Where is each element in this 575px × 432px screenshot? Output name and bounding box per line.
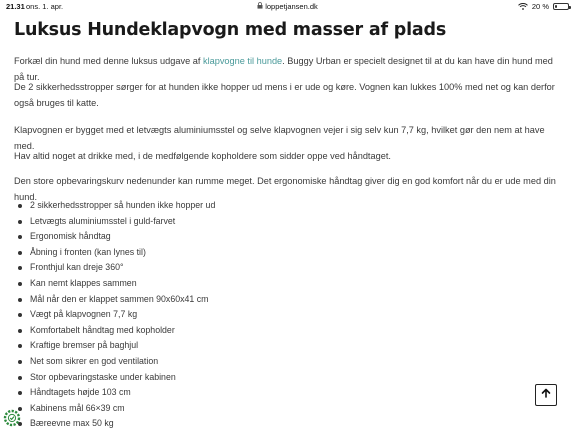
feature-item: Letvægts aluminiumsstel i guld-farvet — [30, 214, 215, 230]
dog-stroller-link[interactable]: klapvogne til hunde — [202, 56, 283, 66]
feature-item: Stor opbevaringstaske under kabinen — [30, 370, 215, 386]
feature-item: Kraftige bremser på baghjul — [30, 338, 215, 354]
feature-item: 2 sikkerhedsstropper så hunden ikke hopper ud — [30, 198, 215, 214]
feature-item: Ergonomisk håndtag — [30, 229, 215, 245]
status-indicators — [518, 2, 569, 11]
feature-item: Bæreevne max 50 kg — [30, 416, 215, 432]
status-time: 21.31 — [6, 2, 25, 11]
battery-percent: 20 % — [531, 2, 549, 11]
cupholder-paragraph: Hav altid noget at drikke med, i de medfølgende kopholdere som sidder oppe ved håndtaget. — [14, 151, 391, 161]
feature-list — [14, 198, 215, 432]
intro-text-end: . Buggy Urban er specielt designet til at du kan have din hund med på tur. — [14, 56, 553, 82]
storage-paragraph: Den store opbevaringskurv nedenunder kan rumme meget. Det ergonomiske håndtag giver dig en god komfort når du er ude med din hund. — [14, 176, 556, 202]
status-bar — [0, 0, 575, 14]
article — [14, 20, 562, 429]
address-bar[interactable] — [0, 2, 575, 11]
page-url: loppetjansen.dk — [265, 2, 318, 11]
lock-icon — [257, 2, 263, 11]
trustmark-logo-icon[interactable] — [3, 409, 21, 427]
wifi-icon — [518, 3, 528, 10]
feature-item: Net som sikrer en god ventilation — [30, 354, 215, 370]
battery-icon — [553, 3, 569, 10]
safety-paragraph: De 2 sikkerhedsstropper sørger for at hunden ikke hopper ud mens i er ude og køre. Vognen kan lukkes 100% med net og kan derfor også bruges til katte. — [14, 82, 555, 108]
chevron-up-icon — [540, 386, 552, 404]
scroll-to-top-button[interactable] — [535, 384, 557, 406]
feature-item: Fronthjul kan dreje 360° — [30, 260, 215, 276]
feature-item: Komfortabelt håndtag med kopholder — [30, 323, 215, 339]
feature-item: Kan nemt klappes sammen — [30, 276, 215, 292]
feature-item: Vægt på klapvognen 7,7 kg — [30, 307, 215, 323]
intro-text: Forkæl din hund med denne luksus udgave af — [14, 56, 203, 66]
status-date: ons. 1. apr. — [26, 2, 64, 11]
feature-item: Håndtagets højde 103 cm — [30, 385, 215, 401]
feature-item: Mål når den er klappet sammen 90x60x41 cm — [30, 292, 215, 308]
battery-fill — [555, 5, 557, 8]
feature-item: Åbning i fronten (kan lynes til) — [30, 245, 215, 261]
feature-item: Kabinens mål 66×39 cm — [30, 401, 215, 417]
frame-paragraph: Klapvognen er bygget med et letvægts aluminiumsstel og selve klapvognen vejer i sig selv kun 7,7 kg, hvilket gør den nem at have med. — [14, 125, 545, 151]
page-title: Luksus Hundeklapvogn med masser af plads — [14, 20, 447, 40]
